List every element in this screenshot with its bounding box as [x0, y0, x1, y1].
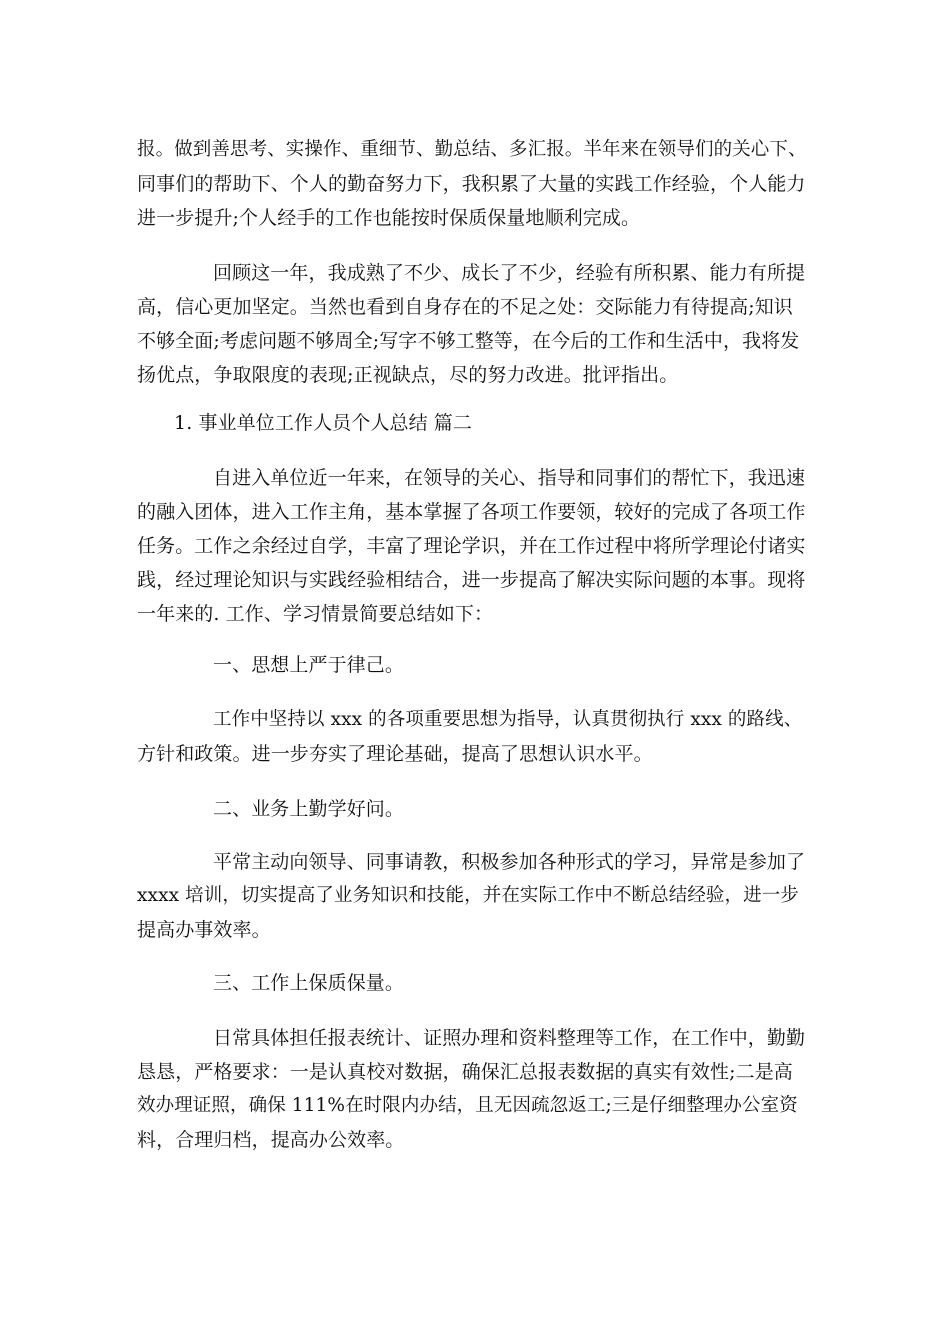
text-line: 方针和政策。进一步夯实了理论基础，提高了思想认识水平。 [137, 743, 653, 765]
subheading-thought [137, 648, 813, 682]
paragraph-year-review [137, 256, 813, 392]
text-line: 一年来的. 工作、学习情景简要总结如下： [137, 603, 494, 625]
text-line: 料，合理归档，提高办公效率。 [137, 1129, 405, 1151]
text-line: 报。做到善思考、实操作、重细节、勤总结、多汇报。半年来在领导们的关心下、 [137, 139, 807, 160]
text-line: 日常具体担任报表统计、证照办理和资料整理等工作，在工作中，勤勤 [213, 1027, 806, 1049]
subheading-text: 三、工作上保质保量。 [213, 972, 405, 994]
text-line: 高，信心更加坚定。当然也看到自身存在的不足之处：交际能力有待提高;知识 [137, 296, 793, 318]
text-line: 自进入单位近一年来，在领导的关心、指导和同事们的帮忙下，我迅速 [213, 467, 806, 489]
paragraph-thought [137, 703, 813, 771]
section-heading [137, 406, 813, 440]
text-line: 扬优点，争取限度的表现;正视缺点，尽的努力改进。批评指出。 [137, 364, 679, 386]
subheading-text: 一、思想上严于律己。 [213, 654, 405, 676]
paragraph-work-attitude [137, 133, 813, 235]
paragraph-work [137, 1021, 813, 1157]
text-line: xxxx 培训，切实提高了业务知识和技能，并在实际工作中不断总结经验，进一步 [137, 885, 799, 906]
text-line: 效办理证照，确保 111%在时限内办结，且无因疏忽返工;三是仔细整理办公室资 [137, 1095, 798, 1116]
subheading-text: 二、业务上勤学好问。 [213, 798, 405, 820]
text-line: 的融入团体，进入工作主角，基本掌握了各项工作要领，较好的完成了各项工作 [137, 501, 806, 523]
paragraph-business [137, 845, 813, 947]
text-line: 同事们的帮助下、个人的勤奋努力下，我积累了大量的实践工作经验，个人能力 [137, 173, 806, 195]
paragraph-intro [137, 461, 813, 631]
text-line: 回顾这一年，我成熟了不少、成长了不少，经验有所积累、能力有所提 [213, 262, 806, 284]
text-line: 平常主动向领导、同事请教，积极参加各种形式的学习，异常是参加了 [213, 851, 806, 873]
text-line: 进一步提升;个人经手的工作也能按时保质保量地顺利完成。 [137, 207, 641, 229]
heading-text: 1. 事业单位工作人员个人总结 篇二 [174, 412, 473, 434]
text-line: 工作中坚持以 xxx 的各项重要思想为指导，认真贯彻执行 xxx 的路线、 [213, 709, 803, 730]
text-line: 践，经过理论知识与实践经验相结合，进一步提高了解决实际问题的本事。现将 [137, 569, 806, 591]
text-line: 恳恳，严格要求：一是认真校对数据，确保汇总报表数据的真实有效性;二是高 [137, 1061, 793, 1083]
text-line: 提高办事效率。 [137, 919, 271, 941]
subheading-work [137, 966, 813, 1000]
subheading-business [137, 792, 813, 826]
text-line: 不够全面;考虑问题不够周全;写字不够工整等，在今后的工作和生活中，我将发 [137, 330, 800, 352]
text-line: 任务。工作之余经过自学，丰富了理论学识，并在工作过程中将所学理论付诸实 [137, 535, 806, 557]
